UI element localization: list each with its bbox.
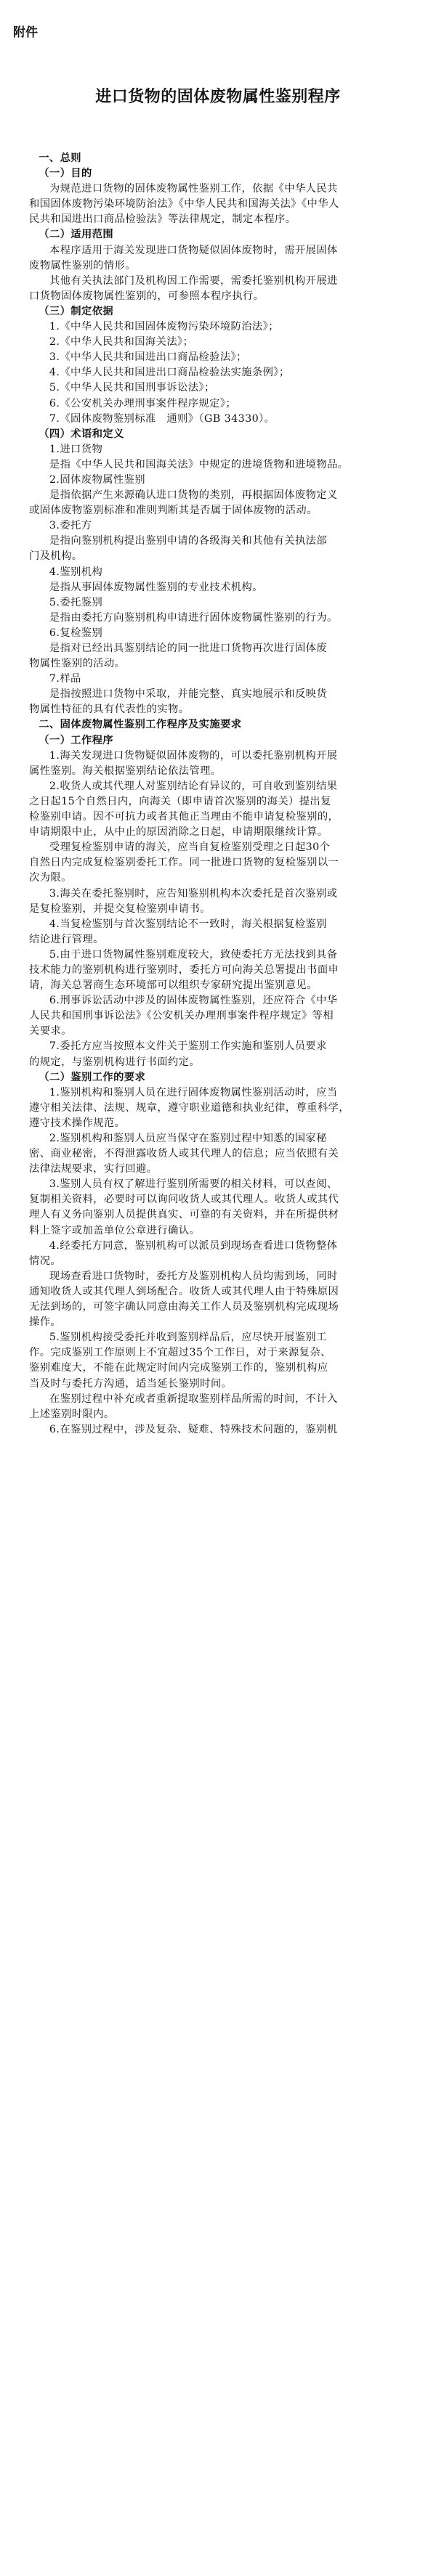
paragraph-line: 鉴别难度大，不能在此规定时间内完成鉴别工作的，鉴别机构应 — [29, 1362, 328, 1374]
paragraph-line: 废物属性鉴别的情形。 — [29, 259, 136, 272]
paragraph — [29, 595, 425, 611]
paragraph-line: 6.复检鉴别 — [49, 627, 103, 639]
paragraph — [29, 840, 425, 886]
paragraph — [29, 1239, 425, 1269]
paragraph-line: 是指由委托方向鉴别机构申请进行固体废物属性鉴别的行为。 — [49, 611, 338, 624]
paragraph-line: 结论进行管理。 — [29, 933, 104, 945]
paragraph — [29, 182, 425, 227]
paragraph — [29, 993, 425, 1039]
paragraph — [29, 626, 425, 641]
paragraph-line: 自然日内完成复检鉴别委托工作。同一批进口货物的复检鉴别以一 — [29, 857, 339, 869]
paragraph-line: 5.《中华人民共和国刑事诉讼法》； — [49, 382, 215, 394]
paragraph-line: 3.鉴别人员有权了解进行鉴别所需要的相关材料，可以查阅、 — [49, 1178, 338, 1191]
heading-text: （一）工作程序 — [39, 734, 114, 746]
paragraph — [29, 1330, 425, 1391]
heading-text: （四）术语和定义 — [39, 428, 124, 440]
section-heading — [29, 717, 425, 733]
paragraph-line: 4.鉴别机构 — [49, 566, 103, 578]
paragraph-line: 7.委托方应当按照本文件关于鉴别工作实施和鉴别人员要求 — [49, 1040, 327, 1053]
paragraph-line: 在鉴别过程中补充或者重新提取鉴别样品所需的时间，不计入 — [49, 1393, 338, 1405]
paragraph — [29, 1131, 425, 1177]
heading-text: （一）目的 — [39, 168, 92, 180]
paragraph-line: 1.鉴别机构和鉴别人员在进行固体废物属性鉴别活动时，应当 — [49, 1086, 338, 1099]
heading-text: （二）鉴别工作的要求 — [39, 1071, 146, 1083]
paragraph-line: 物属性特征的具有代表性的实物。 — [29, 704, 190, 716]
paragraph — [29, 580, 425, 595]
paragraph-line: 是指对已经出具鉴别结论的同一批进口货物再次进行固体废 — [49, 643, 328, 654]
subsection-heading — [29, 427, 425, 442]
paragraph — [29, 565, 425, 580]
heading-text: 二、固体废物属性鉴别工作程序及实施要求 — [39, 719, 242, 731]
paragraph-line: 密、商业秘密，不得泄露收货人或其代理人的信息；应当依照有关 — [29, 1148, 339, 1160]
document-body — [29, 151, 425, 1438]
paragraph — [29, 779, 425, 840]
subsection-heading — [29, 733, 425, 749]
paragraph-line: 是指依据产生来源确认进口货物的类别，再根据固体废物定义 — [49, 489, 338, 502]
paragraph-line: 之日起15个自然日内，向海关（即申请首次鉴别的海关）提出复 — [29, 795, 331, 807]
paragraph — [29, 350, 425, 365]
paragraph-line: 4.经委托方同意，鉴别机构可以派员到现场查看进口货物整体 — [49, 1239, 338, 1252]
paragraph — [29, 335, 425, 350]
paragraph-line: 遵守技术操作规范。 — [29, 1117, 126, 1129]
subsection-heading — [29, 166, 425, 182]
paragraph-line: 民共和国进出口商品检验法》等法律规定，制定本程序。 — [29, 213, 296, 226]
document-title: 进口货物的固体废物属性鉴别程序 — [95, 87, 341, 106]
paragraph — [29, 917, 425, 947]
paragraph-line: 人民共和国刑事诉讼法》《公安机关办理刑事案件程序规定》等相 — [29, 1010, 334, 1022]
paragraph — [29, 1422, 425, 1438]
paragraph-line: 和国固体废物污染环境防治法》《中华人民共和国海关法》《中华人 — [29, 198, 339, 211]
paragraph-line: 检鉴别申请。因不可抗力或者其他正当理由不能申请复检鉴别的， — [29, 811, 339, 823]
paragraph — [29, 396, 425, 412]
paragraph-line: 2.固体废物属性鉴别 — [49, 473, 145, 486]
paragraph-line: 7.样品 — [49, 673, 81, 685]
paragraph-line: 5.由于进口货物属性鉴别难度较大，致使委托方无法找到具备 — [49, 948, 338, 961]
paragraph-line: 操作。 — [29, 1316, 62, 1329]
paragraph — [29, 1039, 425, 1069]
paragraph-line: 当及时与委托方沟通，适当延长鉴别时间。 — [29, 1377, 233, 1390]
paragraph — [29, 687, 425, 717]
paragraph-line: 受理复检鉴别申请的海关，应当自复检鉴别受理之日起30个 — [49, 841, 331, 854]
subsection-heading — [29, 227, 425, 242]
paragraph-line: 的规定，与鉴别机构进行书面约定。 — [29, 1056, 201, 1068]
paragraph — [29, 518, 425, 534]
paragraph-line: 作。完成鉴别工作原则上不宜超过35个工作日，对于来源复杂、 — [29, 1347, 331, 1359]
annex-label: 附件 — [13, 25, 38, 40]
paragraph-line: 6.《公安机关办理刑事案件程序规定》； — [49, 397, 237, 409]
paragraph-line: 无法到场的，可签字确认同意由海关工作人员及鉴别机构完成现场 — [29, 1301, 339, 1313]
paragraph — [29, 365, 425, 380]
paragraph-line: 7.《固体废物鉴别标准 通则》（GB 34330）。 — [49, 412, 275, 425]
paragraph-line: 次为限。 — [29, 872, 72, 884]
paragraph-line: 请，海关总署商生态环境部可以组织专家研究提出鉴别意见。 — [29, 979, 318, 992]
paragraph-line: 门及机构。 — [29, 550, 83, 563]
paragraph-line: 2.鉴别机构和鉴别人员应当保守在鉴别过程中知悉的国家秘 — [49, 1133, 327, 1144]
paragraph-line: 为规范进口货物的固体废物属性鉴别工作，依据《中华人民共 — [49, 183, 338, 195]
paragraph-line: 是指从事固体废物属性鉴别的专业技术机构。 — [49, 581, 263, 593]
paragraph — [29, 243, 425, 274]
paragraph — [29, 947, 425, 993]
paragraph — [29, 1269, 425, 1330]
paragraph-line: 6.刑事诉讼活动中涉及的固体废物属性鉴别，还应符合《中华 — [49, 995, 338, 1007]
paragraph — [29, 1392, 425, 1422]
paragraph — [29, 274, 425, 304]
paragraph-line: 是指《中华人民共和国海关法》中规定的进境货物和进境物品。 — [49, 458, 349, 470]
paragraph — [29, 886, 425, 917]
paragraph-line: 3.《中华人民共和国进出口商品检验法》； — [49, 351, 247, 364]
paragraph-line: 法律法规要求，实行回避。 — [29, 1163, 158, 1175]
paragraph-line: 本程序适用于海关发现进口货物疑似固体废物时，需开展固体 — [49, 244, 338, 256]
paragraph — [29, 488, 425, 518]
paragraph-line: 现场查看进口货物时，委托方及鉴别机构人员均需到场，同时 — [49, 1270, 338, 1282]
paragraph-line: 2.收货人或其代理人对鉴别结论有异议的，可自收到鉴别结果 — [49, 780, 338, 792]
paragraph-line: 遵守相关法律、法规、规章，遵守职业道德和执业纪律，尊重科学， — [29, 1101, 350, 1114]
paragraph-line: 关要求。 — [29, 1025, 72, 1038]
paragraph — [29, 534, 425, 564]
paragraph-line: 申请期限中止，从中止的原因消除之日起，申请期限继续计算。 — [29, 826, 328, 839]
paragraph-line: 5.委托鉴别 — [49, 596, 103, 608]
paragraph — [29, 672, 425, 687]
paragraph — [29, 1085, 425, 1131]
paragraph-line: 3.海关在委托鉴别时，应告知鉴别机构本次委托是首次鉴别或 — [49, 887, 338, 900]
paragraph — [29, 457, 425, 473]
paragraph — [29, 749, 425, 779]
paragraph — [29, 473, 425, 488]
paragraph-line: 技术能力的鉴别机构进行鉴别时，委托方可向海关总署提出书面申 — [29, 963, 339, 976]
paragraph-line: 4.《中华人民共和国进出口商品检验法实施条例》； — [49, 367, 290, 379]
paragraph-line: 3.委托方 — [49, 520, 92, 532]
paragraph-line: 是指向鉴别机构提出鉴别申请的各级海关和其他有关执法部 — [49, 535, 328, 547]
section-heading — [29, 151, 425, 166]
paragraph-line: 理人有义务向鉴别人员提供真实、可靠的有关资料，并在所提供材 — [29, 1209, 339, 1221]
paragraph-line: 料上签字或加盖单位公章进行确认。 — [29, 1224, 201, 1236]
paragraph — [29, 412, 425, 427]
subsection-heading — [29, 304, 425, 319]
paragraph-line: 6.在鉴别过程中，涉及复杂、疑难、特殊技术问题的，鉴别机 — [49, 1423, 338, 1435]
paragraph-line: 属性鉴别。海关根据鉴别结论依法管理。 — [29, 765, 222, 777]
paragraph-line: 上述鉴别时限内。 — [29, 1408, 115, 1420]
paragraph-line: 情况。 — [29, 1255, 62, 1267]
paragraph-line: 是指按照进口货物中采取，并能完整、真实地展示和反映货 — [49, 688, 328, 701]
paragraph — [29, 442, 425, 457]
paragraph-line: 2.《中华人民共和国海关法》； — [49, 336, 194, 349]
paragraph-line: 1.海关发现进口货物疑似固体废物的，可以委托鉴别机构开展 — [49, 749, 338, 762]
paragraph-line: 物属性鉴别的活动。 — [29, 658, 126, 670]
paragraph — [29, 319, 425, 335]
paragraph-line: 4.当复检鉴别与首次鉴别结论不一致时，海关根据复检鉴别 — [49, 918, 327, 930]
paragraph — [29, 641, 425, 672]
paragraph-line: 1.《中华人民共和国固体废物污染环境防治法》； — [49, 321, 279, 333]
paragraph — [29, 1177, 425, 1238]
paragraph — [29, 611, 425, 626]
paragraph — [29, 380, 425, 396]
paragraph-line: 复制相关资料，必要时可以询问收货人或其代理人。收货人或其代 — [29, 1194, 339, 1206]
heading-text: （三）制定依据 — [39, 305, 114, 317]
paragraph-line: 1.进口货物 — [49, 443, 103, 455]
paragraph-line: 其他有关执法部门及机构因工作需要，需委托鉴别机构开展进 — [49, 274, 338, 287]
paragraph-line: 5.鉴别机构接受委托并收到鉴别样品后，应尽快开展鉴别工 — [49, 1332, 327, 1344]
heading-text: （二）适用范围 — [39, 229, 114, 241]
paragraph-line: 是复检鉴别，并提交复检鉴别申请书。 — [29, 902, 211, 915]
heading-text: 一、总则 — [39, 152, 82, 164]
subsection-heading — [29, 1070, 425, 1085]
paragraph-line: 或固体废物鉴别标准和准则判断其是否属于固体废物的活动。 — [29, 505, 318, 517]
paragraph-line: 口货物固体废物属性鉴别的，可参照本程序执行。 — [29, 290, 265, 302]
paragraph-line: 通知收货人或其代理人到场配合。收货人或其代理人由于特殊原因 — [29, 1285, 339, 1297]
